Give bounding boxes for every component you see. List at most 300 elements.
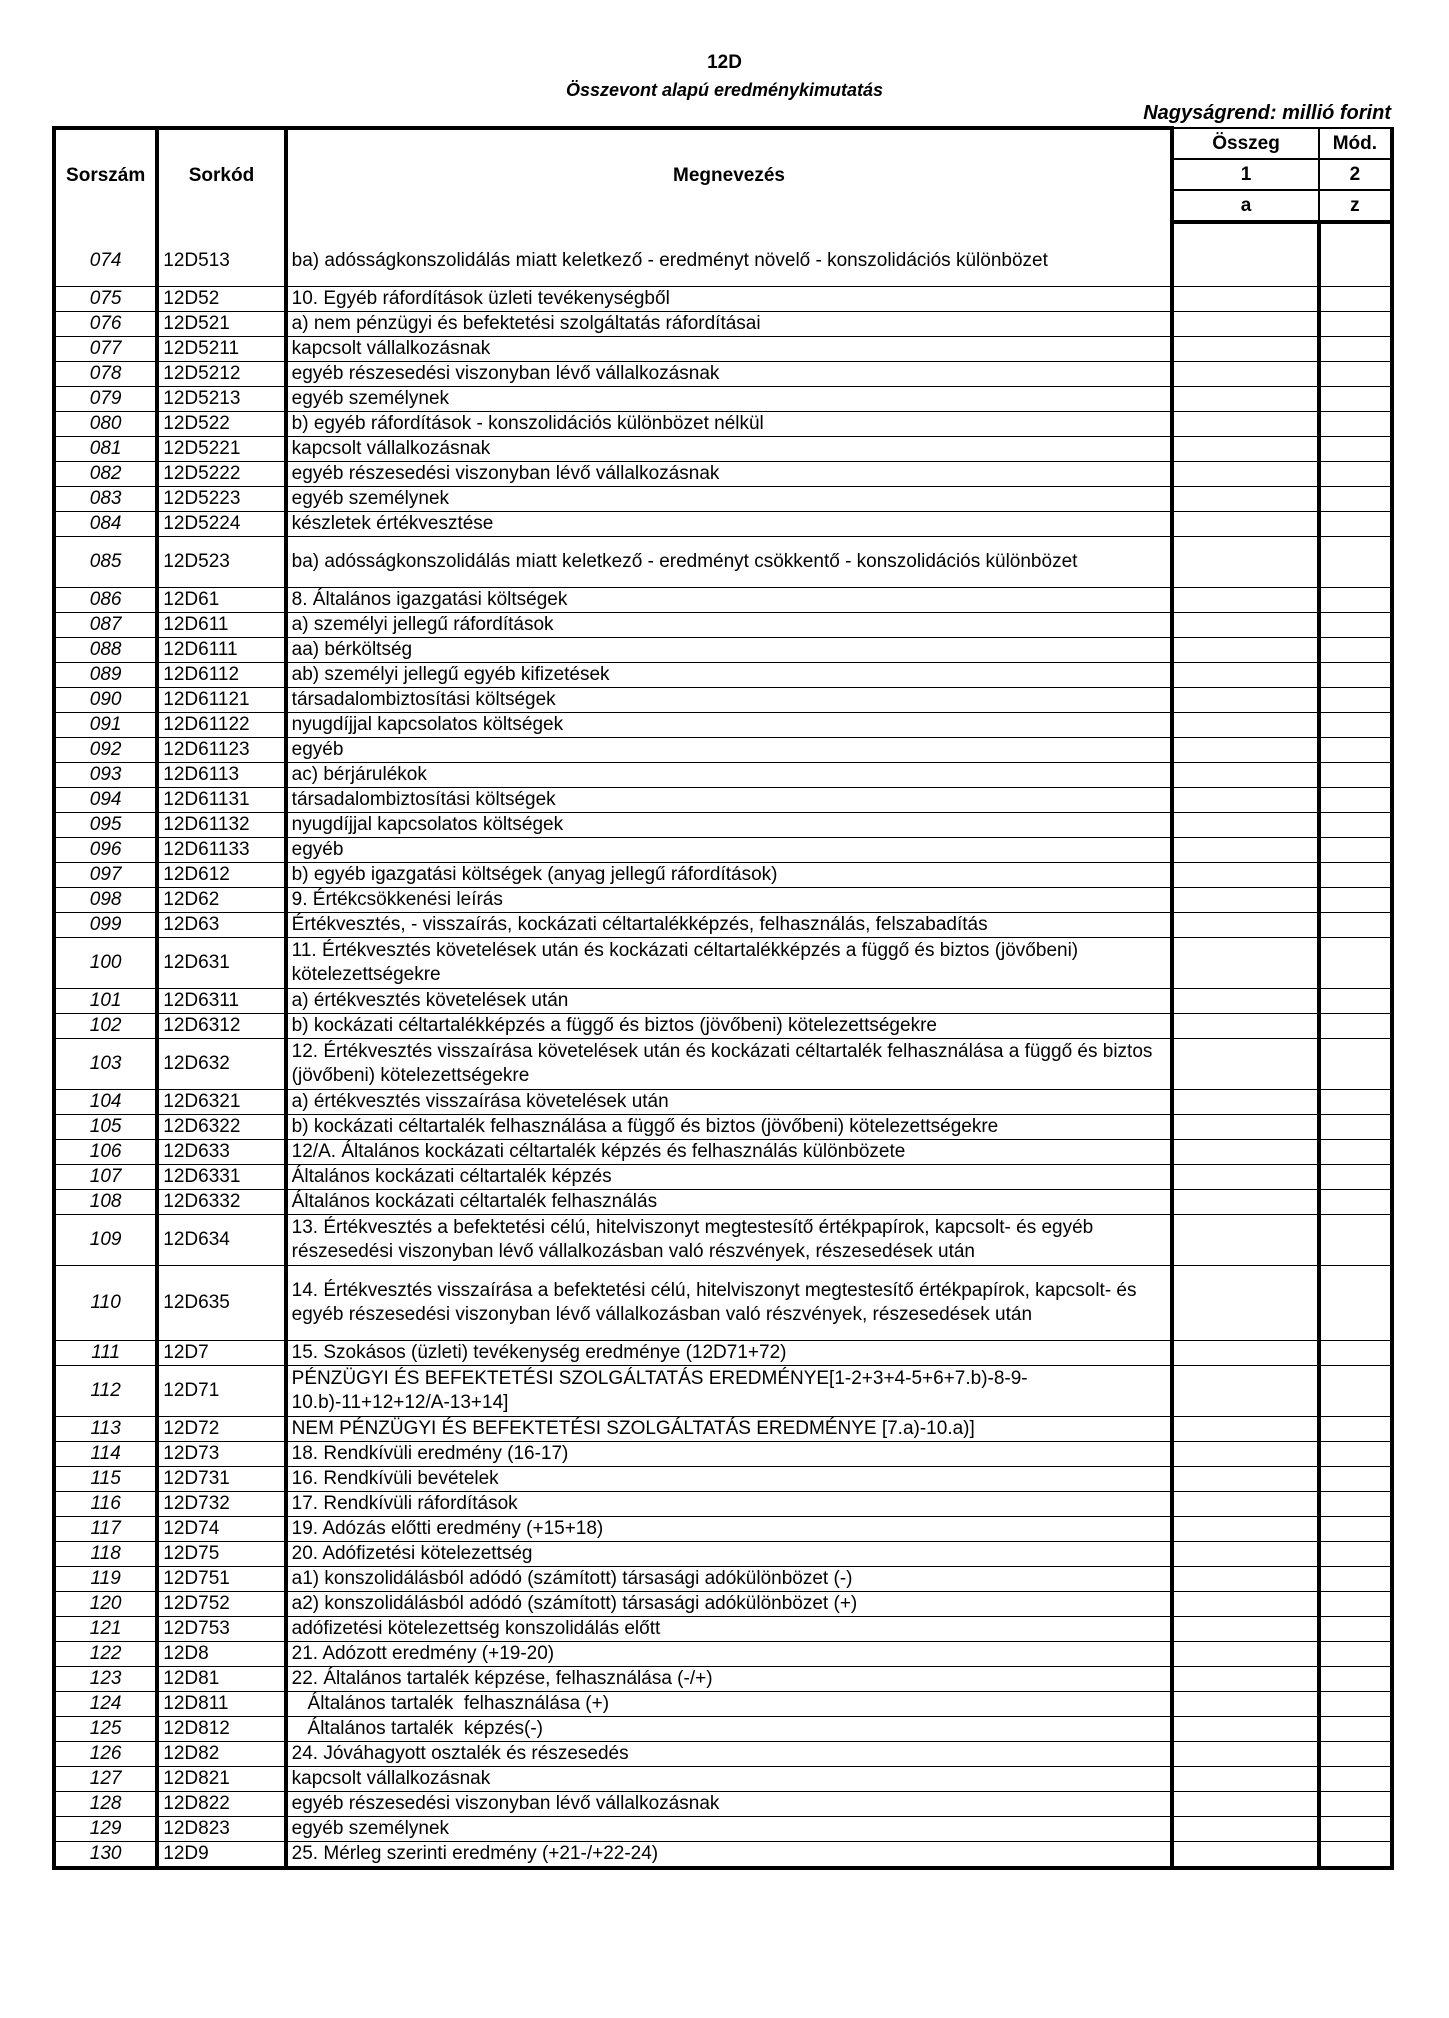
row-number: 107 — [54, 1165, 157, 1190]
row-amount — [1172, 738, 1318, 763]
row-number: 119 — [54, 1567, 157, 1592]
row-description: 20. Adófizetési kötelezettség — [286, 1542, 1173, 1567]
table-row — [54, 1692, 1392, 1717]
row-code: 12D8 — [157, 1642, 285, 1667]
row-amount — [1172, 613, 1318, 638]
row-modifier — [1319, 1717, 1392, 1742]
table-row — [54, 863, 1392, 888]
row-description: 16. Rendkívüli bevételek — [286, 1467, 1173, 1492]
row-modifier — [1319, 1341, 1392, 1366]
table-row — [54, 1266, 1392, 1341]
row-number: 081 — [54, 437, 157, 462]
row-modifier — [1319, 1842, 1392, 1869]
table-row — [54, 1442, 1392, 1467]
row-code: 12D52 — [157, 287, 285, 312]
row-amount — [1172, 537, 1318, 588]
table-row — [54, 1842, 1392, 1869]
row-description: 25. Mérleg szerinti eredmény (+21-/+22-24) — [286, 1842, 1173, 1869]
table-row — [54, 938, 1392, 989]
row-modifier — [1319, 1792, 1392, 1817]
row-code: 12D5221 — [157, 437, 285, 462]
header-spacer-row — [54, 222, 1392, 236]
row-code: 12D823 — [157, 1817, 285, 1842]
row-number: 129 — [54, 1817, 157, 1842]
row-number: 103 — [54, 1039, 157, 1090]
table-row — [54, 1341, 1392, 1366]
row-number: 130 — [54, 1842, 157, 1869]
row-number: 121 — [54, 1617, 157, 1642]
row-description: 24. Jóváhagyott osztalék és részesedés — [286, 1742, 1173, 1767]
row-amount — [1172, 1190, 1318, 1215]
row-modifier — [1319, 1592, 1392, 1617]
row-number: 077 — [54, 337, 157, 362]
row-code: 12D812 — [157, 1717, 285, 1742]
row-amount — [1172, 1817, 1318, 1842]
row-code: 12D5224 — [157, 512, 285, 537]
row-modifier — [1319, 1492, 1392, 1517]
header-osszeg-letter: a — [1172, 190, 1318, 222]
header-mod-letter: z — [1319, 190, 1392, 222]
row-code: 12D753 — [157, 1617, 285, 1642]
table-row — [54, 788, 1392, 813]
row-number: 116 — [54, 1492, 157, 1517]
table-row — [54, 412, 1392, 437]
table-row — [54, 1742, 1392, 1767]
row-description: 8. Általános igazgatási költségek — [286, 588, 1173, 613]
row-number: 123 — [54, 1667, 157, 1692]
row-number: 105 — [54, 1115, 157, 1140]
row-modifier — [1319, 1266, 1392, 1341]
row-amount — [1172, 913, 1318, 938]
row-amount — [1172, 437, 1318, 462]
row-description: adófizetési kötelezettség konszolidálás előtt — [286, 1617, 1173, 1642]
row-modifier — [1319, 989, 1392, 1014]
row-code: 12D752 — [157, 1592, 285, 1617]
table-row — [54, 688, 1392, 713]
row-amount — [1172, 1792, 1318, 1817]
row-code: 12D811 — [157, 1692, 285, 1717]
row-amount — [1172, 1492, 1318, 1517]
row-number: 113 — [54, 1417, 157, 1442]
row-code: 12D634 — [157, 1215, 285, 1266]
row-number: 104 — [54, 1090, 157, 1115]
row-modifier — [1319, 888, 1392, 913]
row-amount — [1172, 1039, 1318, 1090]
row-modifier — [1319, 312, 1392, 337]
row-amount — [1172, 1442, 1318, 1467]
row-amount — [1172, 1165, 1318, 1190]
row-amount — [1172, 1215, 1318, 1266]
row-amount — [1172, 1140, 1318, 1165]
table-row — [54, 462, 1392, 487]
table-row — [54, 1517, 1392, 1542]
row-description: b) egyéb ráfordítások - konszolidációs különbözet nélkül — [286, 412, 1173, 437]
row-modifier — [1319, 1090, 1392, 1115]
table-row — [54, 337, 1392, 362]
row-amount — [1172, 1717, 1318, 1742]
row-description: kapcsolt vállalkozásnak — [286, 437, 1173, 462]
table-row — [54, 1767, 1392, 1792]
table-row — [54, 813, 1392, 838]
row-modifier — [1319, 1442, 1392, 1467]
row-modifier — [1319, 1115, 1392, 1140]
row-amount — [1172, 788, 1318, 813]
row-number: 086 — [54, 588, 157, 613]
row-code: 12D6322 — [157, 1115, 285, 1140]
table-row — [54, 1014, 1392, 1039]
table-row — [54, 913, 1392, 938]
row-description: a) értékvesztés visszaírása követelések után — [286, 1090, 1173, 1115]
row-number: 097 — [54, 863, 157, 888]
row-description: készletek értékvesztése — [286, 512, 1173, 537]
row-modifier — [1319, 537, 1392, 588]
row-number: 118 — [54, 1542, 157, 1567]
row-code: 12D522 — [157, 412, 285, 437]
row-code: 12D7 — [157, 1341, 285, 1366]
row-modifier — [1319, 1190, 1392, 1215]
row-description: 14. Értékvesztés visszaírása a befektetési célú, hitelviszonyt megtestesítő értékpapírok, kapcsolt- és egyéb részesedési viszonyban lévő vállalkozásban való részvények, részesedések után — [286, 1266, 1173, 1341]
header-mod: Mód. — [1319, 128, 1392, 159]
row-number: 082 — [54, 462, 157, 487]
row-modifier — [1319, 738, 1392, 763]
row-number: 084 — [54, 512, 157, 537]
row-modifier — [1319, 813, 1392, 838]
row-description: egyéb — [286, 738, 1173, 763]
row-modifier — [1319, 713, 1392, 738]
table-row — [54, 1817, 1392, 1842]
row-code: 12D61123 — [157, 738, 285, 763]
row-description: 13. Értékvesztés a befektetési célú, hitelviszonyt megtestesítő értékpapírok, kapcsolt- és egyéb részesedési viszonyban lévő vállalkozásban való részvények, részesedések után — [286, 1215, 1173, 1266]
table-row — [54, 588, 1392, 613]
row-amount — [1172, 1266, 1318, 1341]
row-amount — [1172, 1341, 1318, 1366]
header-osszeg-number: 1 — [1172, 159, 1318, 190]
document-title: Összevont alapú eredménykimutatás — [565, 80, 884, 100]
row-number: 120 — [54, 1592, 157, 1617]
row-number: 089 — [54, 663, 157, 688]
table-row — [54, 1792, 1392, 1817]
row-amount — [1172, 1517, 1318, 1542]
row-number: 093 — [54, 763, 157, 788]
row-code: 12D611 — [157, 613, 285, 638]
row-number: 115 — [54, 1467, 157, 1492]
row-amount — [1172, 387, 1318, 412]
row-modifier — [1319, 1542, 1392, 1567]
table-row — [54, 713, 1392, 738]
table-row — [54, 487, 1392, 512]
row-description: a1) konszolidálásból adódó (számított) társasági adókülönbözet (-) — [286, 1567, 1173, 1592]
header-mod-number: 2 — [1319, 159, 1392, 190]
row-number: 124 — [54, 1692, 157, 1717]
row-amount — [1172, 412, 1318, 437]
row-description: PÉNZÜGYI ÉS BEFEKTETÉSI SZOLGÁLTATÁS EREDMÉNYE[1-2+3+4-5+6+7.b)-8-9-10.b)-11+12+12/A-13+14] — [286, 1366, 1173, 1417]
row-amount — [1172, 1417, 1318, 1442]
table-row — [54, 1366, 1392, 1417]
row-description: 9. Értékcsökkenési leírás — [286, 888, 1173, 913]
row-number: 080 — [54, 412, 157, 437]
row-modifier — [1319, 1215, 1392, 1266]
row-description: 15. Szokásos (üzleti) tevékenység eredménye (12D71+72) — [286, 1341, 1173, 1366]
row-description: b) egyéb igazgatási költségek (anyag jellegű ráfordítások) — [286, 863, 1173, 888]
row-amount — [1172, 663, 1318, 688]
unit-note: Nagyságrend: millió forint — [1143, 102, 1391, 124]
row-number: 074 — [54, 236, 157, 287]
table-row — [54, 1215, 1392, 1266]
row-number: 106 — [54, 1140, 157, 1165]
row-code: 12D6312 — [157, 1014, 285, 1039]
row-amount — [1172, 1090, 1318, 1115]
income-statement-table — [52, 126, 1394, 1870]
row-description: 18. Rendkívüli eredmény (16-17) — [286, 1442, 1173, 1467]
row-number: 127 — [54, 1767, 157, 1792]
row-code: 12D82 — [157, 1742, 285, 1767]
row-modifier — [1319, 1467, 1392, 1492]
row-description: a) nem pénzügyi és befektetési szolgáltatás ráfordításai — [286, 312, 1173, 337]
row-code: 12D72 — [157, 1417, 285, 1442]
row-code: 12D9 — [157, 1842, 285, 1869]
row-code: 12D751 — [157, 1567, 285, 1592]
table-row — [54, 1165, 1392, 1190]
row-modifier — [1319, 638, 1392, 663]
row-number: 108 — [54, 1190, 157, 1215]
row-modifier — [1319, 763, 1392, 788]
row-code: 12D632 — [157, 1039, 285, 1090]
row-code: 12D61122 — [157, 713, 285, 738]
table-row — [54, 838, 1392, 863]
row-amount — [1172, 487, 1318, 512]
row-code: 12D74 — [157, 1517, 285, 1542]
row-number: 125 — [54, 1717, 157, 1742]
row-modifier — [1319, 1417, 1392, 1442]
row-number: 122 — [54, 1642, 157, 1667]
row-code: 12D5212 — [157, 362, 285, 387]
row-modifier — [1319, 1165, 1392, 1190]
row-code: 12D61 — [157, 588, 285, 613]
table-row — [54, 613, 1392, 638]
row-modifier — [1319, 1667, 1392, 1692]
row-amount — [1172, 1692, 1318, 1717]
row-description: b) kockázati céltartalék felhasználása a függő és biztos (jövőbeni) kötelezettségekre — [286, 1115, 1173, 1140]
row-description: Általános kockázati céltartalék felhasználás — [286, 1190, 1173, 1215]
row-number: 114 — [54, 1442, 157, 1467]
row-modifier — [1319, 1617, 1392, 1642]
row-number: 095 — [54, 813, 157, 838]
row-description: ba) adósságkonszolidálás miatt keletkező - eredményt növelő - konszolidációs különbözet — [286, 236, 1173, 287]
row-number: 100 — [54, 938, 157, 989]
table-row — [54, 663, 1392, 688]
row-number: 085 — [54, 537, 157, 588]
table-row — [54, 989, 1392, 1014]
table-row — [54, 512, 1392, 537]
row-modifier — [1319, 362, 1392, 387]
table-row — [54, 1592, 1392, 1617]
row-number: 088 — [54, 638, 157, 663]
row-code: 12D61121 — [157, 688, 285, 713]
row-modifier — [1319, 1140, 1392, 1165]
row-amount — [1172, 236, 1318, 287]
row-modifier — [1319, 588, 1392, 613]
row-description: társadalombiztosítási költségek — [286, 688, 1173, 713]
row-code: 12D61133 — [157, 838, 285, 863]
row-amount — [1172, 888, 1318, 913]
row-amount — [1172, 287, 1318, 312]
row-amount — [1172, 337, 1318, 362]
row-code: 12D62 — [157, 888, 285, 913]
row-amount — [1172, 713, 1318, 738]
row-code: 12D75 — [157, 1542, 285, 1567]
row-number: 109 — [54, 1215, 157, 1266]
row-description: nyugdíjjal kapcsolatos költségek — [286, 813, 1173, 838]
table-row — [54, 738, 1392, 763]
row-amount — [1172, 362, 1318, 387]
row-code: 12D5223 — [157, 487, 285, 512]
row-modifier — [1319, 337, 1392, 362]
table-row — [54, 437, 1392, 462]
row-amount — [1172, 588, 1318, 613]
row-amount — [1172, 512, 1318, 537]
row-amount — [1172, 1667, 1318, 1692]
row-description: b) kockázati céltartalékképzés a függő és biztos (jövőbeni) kötelezettségekre — [286, 1014, 1173, 1039]
table-row — [54, 1190, 1392, 1215]
row-amount — [1172, 1617, 1318, 1642]
row-code: 12D5213 — [157, 387, 285, 412]
row-description: 10. Egyéb ráfordítások üzleti tevékenységből — [286, 287, 1173, 312]
row-code: 12D731 — [157, 1467, 285, 1492]
table-row — [54, 1642, 1392, 1667]
row-code: 12D6112 — [157, 663, 285, 688]
table-row — [54, 1417, 1392, 1442]
row-number: 091 — [54, 713, 157, 738]
table-row — [54, 1115, 1392, 1140]
table-row — [54, 1039, 1392, 1090]
row-code: 12D6113 — [157, 763, 285, 788]
row-amount — [1172, 1115, 1318, 1140]
header-sorszam: Sorszám — [54, 128, 157, 222]
table-row — [54, 888, 1392, 913]
row-code: 12D71 — [157, 1366, 285, 1417]
table-row — [54, 763, 1392, 788]
row-modifier — [1319, 913, 1392, 938]
row-number: 090 — [54, 688, 157, 713]
row-code: 12D5211 — [157, 337, 285, 362]
row-code: 12D822 — [157, 1792, 285, 1817]
row-number: 101 — [54, 989, 157, 1014]
row-amount — [1172, 989, 1318, 1014]
row-modifier — [1319, 688, 1392, 713]
row-code: 12D635 — [157, 1266, 285, 1341]
row-amount — [1172, 688, 1318, 713]
row-number: 094 — [54, 788, 157, 813]
row-modifier — [1319, 1767, 1392, 1792]
row-number: 083 — [54, 487, 157, 512]
row-number: 099 — [54, 913, 157, 938]
row-code: 12D521 — [157, 312, 285, 337]
row-amount — [1172, 1842, 1318, 1869]
row-description: ab) személyi jellegű egyéb kifizetések — [286, 663, 1173, 688]
row-amount — [1172, 1592, 1318, 1617]
row-description: 12. Értékvesztés visszaírása követelések után és kockázati céltartalék felhasználása a függő és biztos (jövőbeni) kötelezettségekre — [286, 1039, 1173, 1090]
row-modifier — [1319, 1366, 1392, 1417]
row-modifier — [1319, 412, 1392, 437]
row-description: egyéb — [286, 838, 1173, 863]
row-description: kapcsolt vállalkozásnak — [286, 1767, 1173, 1792]
row-description: nyugdíjjal kapcsolatos költségek — [286, 713, 1173, 738]
row-number: 087 — [54, 613, 157, 638]
row-number: 075 — [54, 287, 157, 312]
document-code: 12D — [707, 52, 742, 73]
row-modifier — [1319, 1642, 1392, 1667]
table-body — [54, 222, 1392, 1868]
row-modifier — [1319, 1692, 1392, 1717]
row-amount — [1172, 1567, 1318, 1592]
row-description: a2) konszolidálásból adódó (számított) társasági adókülönbözet (+) — [286, 1592, 1173, 1617]
row-description: ac) bérjárulékok — [286, 763, 1173, 788]
row-modifier — [1319, 938, 1392, 989]
table-row — [54, 1140, 1392, 1165]
row-amount — [1172, 1642, 1318, 1667]
table-row — [54, 1717, 1392, 1742]
row-amount — [1172, 763, 1318, 788]
row-description: egyéb személynek — [286, 487, 1173, 512]
row-code: 12D6331 — [157, 1165, 285, 1190]
table-row — [54, 1542, 1392, 1567]
header-megnevezes: Megnevezés — [286, 128, 1173, 222]
table-row — [54, 1492, 1392, 1517]
row-modifier — [1319, 462, 1392, 487]
row-amount — [1172, 1014, 1318, 1039]
row-code: 12D821 — [157, 1767, 285, 1792]
row-modifier — [1319, 863, 1392, 888]
row-amount — [1172, 312, 1318, 337]
row-amount — [1172, 938, 1318, 989]
row-number: 078 — [54, 362, 157, 387]
row-description: egyéb részesedési viszonyban lévő vállalkozásnak — [286, 362, 1173, 387]
row-description: ba) adósságkonszolidálás miatt keletkező - eredményt csökkentő - konszolidációs különbözet — [286, 537, 1173, 588]
row-amount — [1172, 1542, 1318, 1567]
row-amount — [1172, 813, 1318, 838]
row-number: 126 — [54, 1742, 157, 1767]
row-code: 12D61132 — [157, 813, 285, 838]
row-code: 12D6311 — [157, 989, 285, 1014]
table-row — [54, 638, 1392, 663]
row-modifier — [1319, 788, 1392, 813]
row-description: kapcsolt vállalkozásnak — [286, 337, 1173, 362]
row-modifier — [1319, 512, 1392, 537]
row-code: 12D6111 — [157, 638, 285, 663]
row-number: 096 — [54, 838, 157, 863]
table-row — [54, 1090, 1392, 1115]
table-row — [54, 537, 1392, 588]
row-amount — [1172, 462, 1318, 487]
header-osszeg: Összeg — [1172, 128, 1318, 159]
row-number: 111 — [54, 1341, 157, 1366]
row-code: 12D523 — [157, 537, 285, 588]
row-modifier — [1319, 236, 1392, 287]
row-code: 12D6321 — [157, 1090, 285, 1115]
row-code: 12D6332 — [157, 1190, 285, 1215]
row-description: NEM PÉNZÜGYI ÉS BEFEKTETÉSI SZOLGÁLTATÁS EREDMÉNYE [7.a)-10.a)] — [286, 1417, 1173, 1442]
row-modifier — [1319, 1517, 1392, 1542]
table-row — [54, 1667, 1392, 1692]
row-description: társadalombiztosítási költségek — [286, 788, 1173, 813]
row-amount — [1172, 1467, 1318, 1492]
row-code: 12D73 — [157, 1442, 285, 1467]
row-number: 117 — [54, 1517, 157, 1542]
row-description: Általános tartalék felhasználása (+) — [286, 1692, 1173, 1717]
row-code: 12D81 — [157, 1667, 285, 1692]
table-row — [54, 1567, 1392, 1592]
row-amount — [1172, 1742, 1318, 1767]
